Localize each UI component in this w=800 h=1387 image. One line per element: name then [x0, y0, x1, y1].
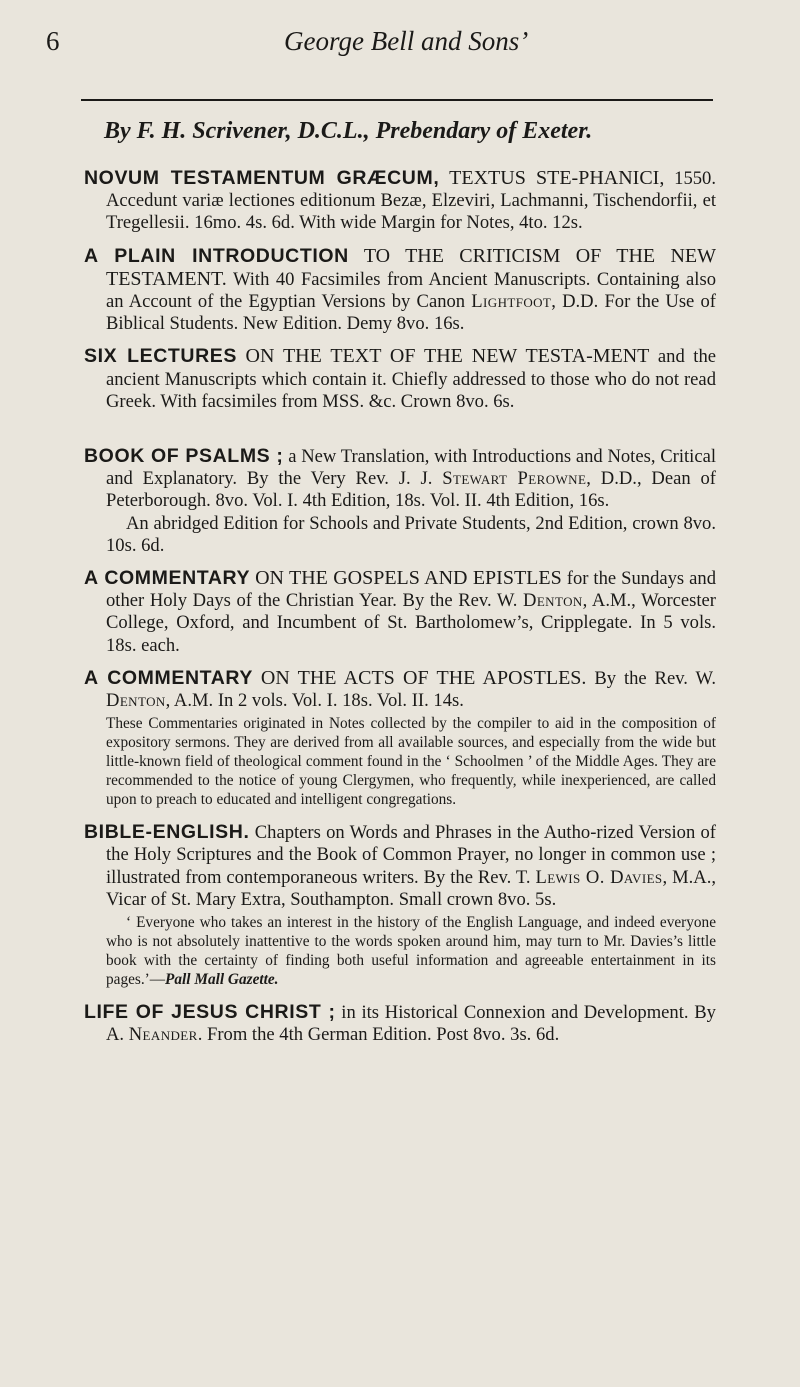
catalogue-entry [84, 1001, 716, 1046]
entry-author-name: Lightfoot [471, 291, 552, 313]
catalogue-listing [84, 100, 716, 1056]
entry-author-name: Neander [128, 1024, 198, 1046]
entry-details: and the ancient Manuscripts which contain it. Chiefly addressed to those who do not read Greek. With facsimiles from MSS. &c. Crown 8vo. 6s. [106, 346, 717, 412]
entry-author-name: Denton [106, 690, 166, 712]
entry-details: Chapters on Words and Phrases in the Autho-rized Version of the Holy Scriptures and the Book of Common Prayer, no longer in common use ; illustrated from contemporaneous writers. By the Rev. T. [106, 822, 716, 888]
catalogue-entry [84, 345, 716, 413]
entry-details-cont: , M.A., Vicar of St. Mary Extra, Southampton. Small crown 8vo. 5s. [106, 866, 717, 910]
catalogue-entry [84, 667, 716, 712]
page-number: 6 [46, 26, 60, 56]
entry-author-name: Stewart Perowne [442, 468, 587, 490]
entry-title: NOVUM TESTAMENTUM GRÆCUM, [84, 167, 440, 189]
review-quote [84, 913, 716, 989]
entry-title: BOOK OF PSALMS ; [84, 445, 284, 468]
entry-author-name: Denton [523, 590, 583, 612]
entry-details-cont: , D.D., Dean of Peterborough. 8vo. Vol. I. 4th Edition, 18s. Vol. II. 4th Edition, 16s. [106, 468, 716, 512]
entry-details-cont: , A.M., Worcester College, Oxford, and Incumbent of St. Bartholomew’s, Cripplegate. In 5 vols. 18s. each. [106, 590, 716, 656]
entry-subtitle: ON THE TEXT OF THE NEW TESTA-MENT [245, 345, 650, 368]
entry-abridged-note: An abridged Edition for Schools and Private Students, 2nd Edition, crown 8vo. 10s. 6d. [106, 512, 716, 556]
entry-details-cont: , A.M. In 2 vols. Vol. I. 18s. Vol. II. 14s. [165, 690, 464, 712]
section-gap [84, 423, 716, 445]
entry-title: A PLAIN INTRODUCTION [84, 244, 349, 267]
entry-title: SIX LECTURES [84, 345, 238, 368]
entry-title: A COMMENTARY [84, 666, 253, 689]
entry-details: for the Sundays and other Holy Days of the Christian Year. By the Rev. W. [106, 568, 717, 612]
entry-details-cont: , D.D. For the Use of Biblical Students. New Edition. Demy 8vo. 16s. [106, 291, 716, 335]
review-quote-text: ‘ Everyone who takes an interest in the history of the English Language, and indeed everyone who is not absolutely inattentive to the words spoken around him, may turn to Mr. Davies’s little book with the certainty of finding both useful information and agreeable entertainment in its pages.’— [106, 914, 716, 989]
entry-author-name: Lewis O. Davies [535, 866, 663, 888]
review-source: Pall Mall Gazette. [165, 971, 279, 989]
entry-details: With 40 Facsimiles from Ancient Manuscripts. Containing also an Account of the Egyptian Versions by Canon [106, 268, 716, 313]
entry-subtitle: ON THE ACTS OF THE APOSTLES. [260, 666, 587, 689]
entry-subtitle: TO THE CRITICISM OF THE NEW TESTAMENT. [106, 244, 717, 290]
entry-details: By the Rev. W. [594, 667, 716, 689]
catalogue-entry [84, 167, 716, 235]
entry-title: LIFE OF JESUS CHRIST ; [84, 1001, 336, 1024]
entry-details: 1550. Accedunt variæ lectiones editionum Bezæ, Elzeviri, Lachmanni, Tischendorfii, et Tregellesii. 16mo. 4s. 6d. With wide Margin for Notes, 4to. 12s. [106, 168, 716, 234]
entry-details-cont: . From the 4th German Edition. Post 8vo. 3s. 6d. [197, 1024, 560, 1046]
entry-subtitle: ON THE GOSPELS AND EPISTLES [255, 567, 562, 590]
page-header [0, 26, 800, 66]
entry-subtitle: TEXTUS STE-PHANICI, [449, 167, 665, 189]
entry-title: BIBLE-ENGLISH. [84, 821, 250, 844]
catalogue-entry [84, 567, 716, 657]
entry-details: in its Historical Connexion and Development. By A. [106, 1002, 716, 1046]
catalogue-entry [84, 445, 716, 557]
entry-details: a New Translation, with Introductions and Notes, Critical and Explanatory. By the Very Rev. J. J. [106, 446, 716, 490]
running-head: George Bell and Sons’ [284, 26, 529, 56]
author-heading: By F. H. Scrivener, D.C.L., Prebendary of Exeter. [104, 118, 593, 144]
entry-note: These Commentaries originated in Notes collected by the compiler to aid in the composition of expository sermons. They are derived from all available sources, and especially from the wide but little-known field of theological comment found in the ‘ Schoolmen ’ of the Middle Ages. They are recommended to the notice of young Clergymen, who frequently, while inexperienced, are called upon to preach to educated and intelligent congregations. [106, 715, 716, 809]
catalogue-entry [84, 245, 716, 336]
entry-title: A COMMENTARY [84, 567, 251, 590]
catalogue-entry [84, 821, 716, 911]
